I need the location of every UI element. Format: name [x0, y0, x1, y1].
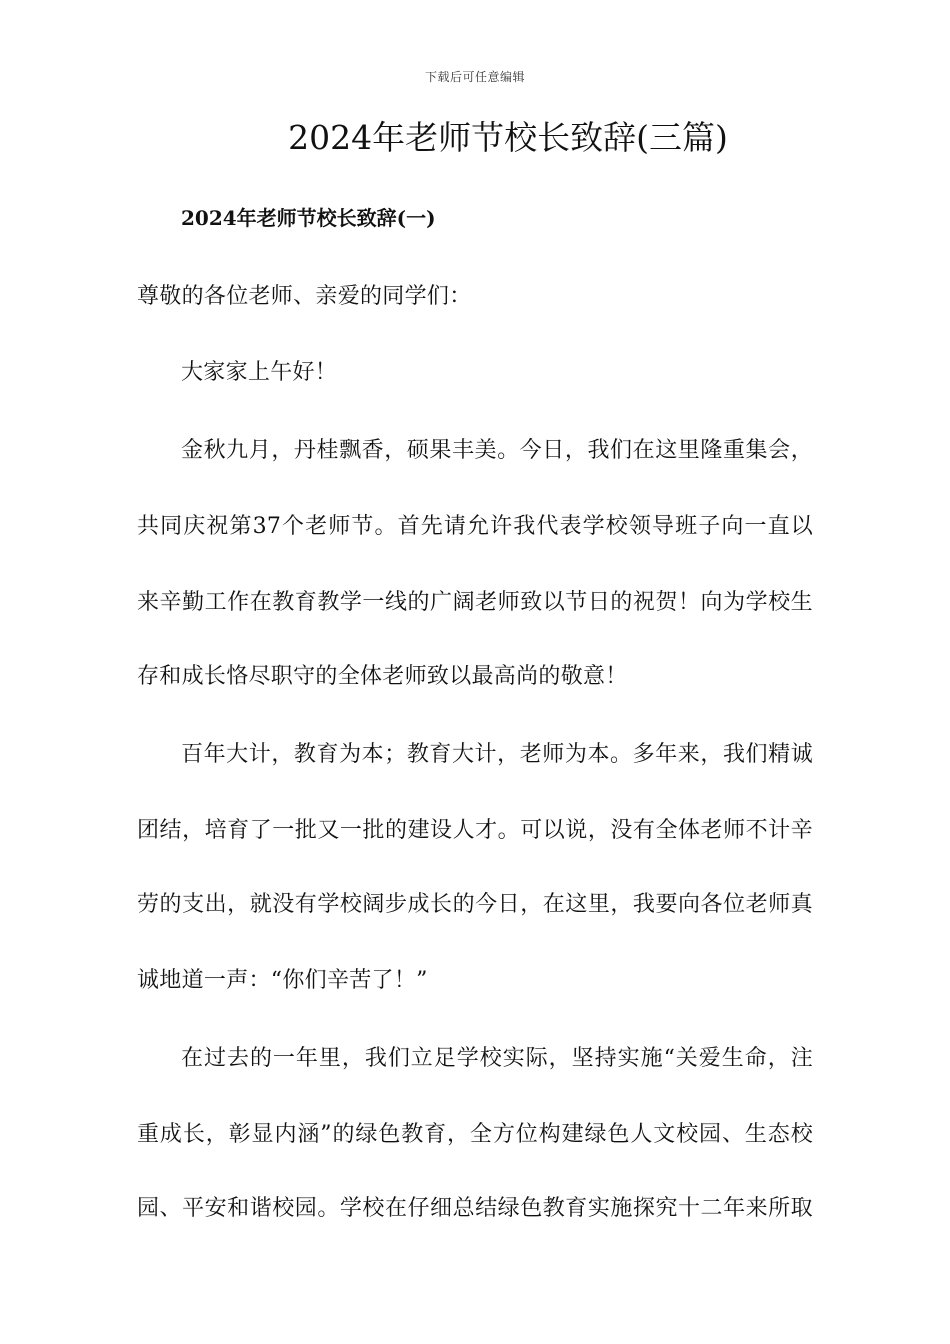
salutation: 尊敬的各位老师、亲爱的同学们： [137, 284, 472, 309]
paragraph-line: 劳的支出，就没有学校阔步成长的今日，在这里，我要向各位老师真 [137, 892, 813, 917]
greeting: 大家家上午好！ [181, 360, 338, 385]
paragraph-line: 诚地道一声：“你们辛苦了！” [137, 968, 428, 993]
header-note: 下载后可任意编辑 [424, 70, 525, 84]
section-title: 2024年老师节校长致辞(一) [181, 206, 436, 230]
paragraph-line: 园、平安和谐校园。学校在仔细总结绿色教育实施探究十二年来所取 [137, 1196, 813, 1221]
paragraph-line: 百年大计，教育为本；教育大计，老师为本。多年来，我们精诚 [181, 742, 813, 767]
document-title: 2024年老师节校长致辞(三篇) [288, 118, 728, 157]
paragraph-line: 金秋九月，丹桂飘香，硕果丰美。今日，我们在这里隆重集会， [181, 438, 813, 463]
paragraph-line: 在过去的一年里，我们立足学校实际，坚持实施“关爱生命，注 [181, 1046, 813, 1071]
paragraph-line: 存和成长恪尽职守的全体老师致以最高尚的敬意！ [137, 664, 628, 689]
paragraph-line: 团结，培育了一批又一批的建设人才。可以说，没有全体老师不计辛 [137, 818, 813, 843]
paragraph-line: 来辛勤工作在教育教学一线的广阔老师致以节日的祝贺！向为学校生 [137, 590, 813, 615]
paragraph-line: 重成长，彰显内涵”的绿色教育，全方位构建绿色人文校园、生态校 [137, 1122, 813, 1147]
paragraph-line: 共同庆祝第37个老师节。首先请允许我代表学校领导班子向一直以 [137, 514, 813, 539]
